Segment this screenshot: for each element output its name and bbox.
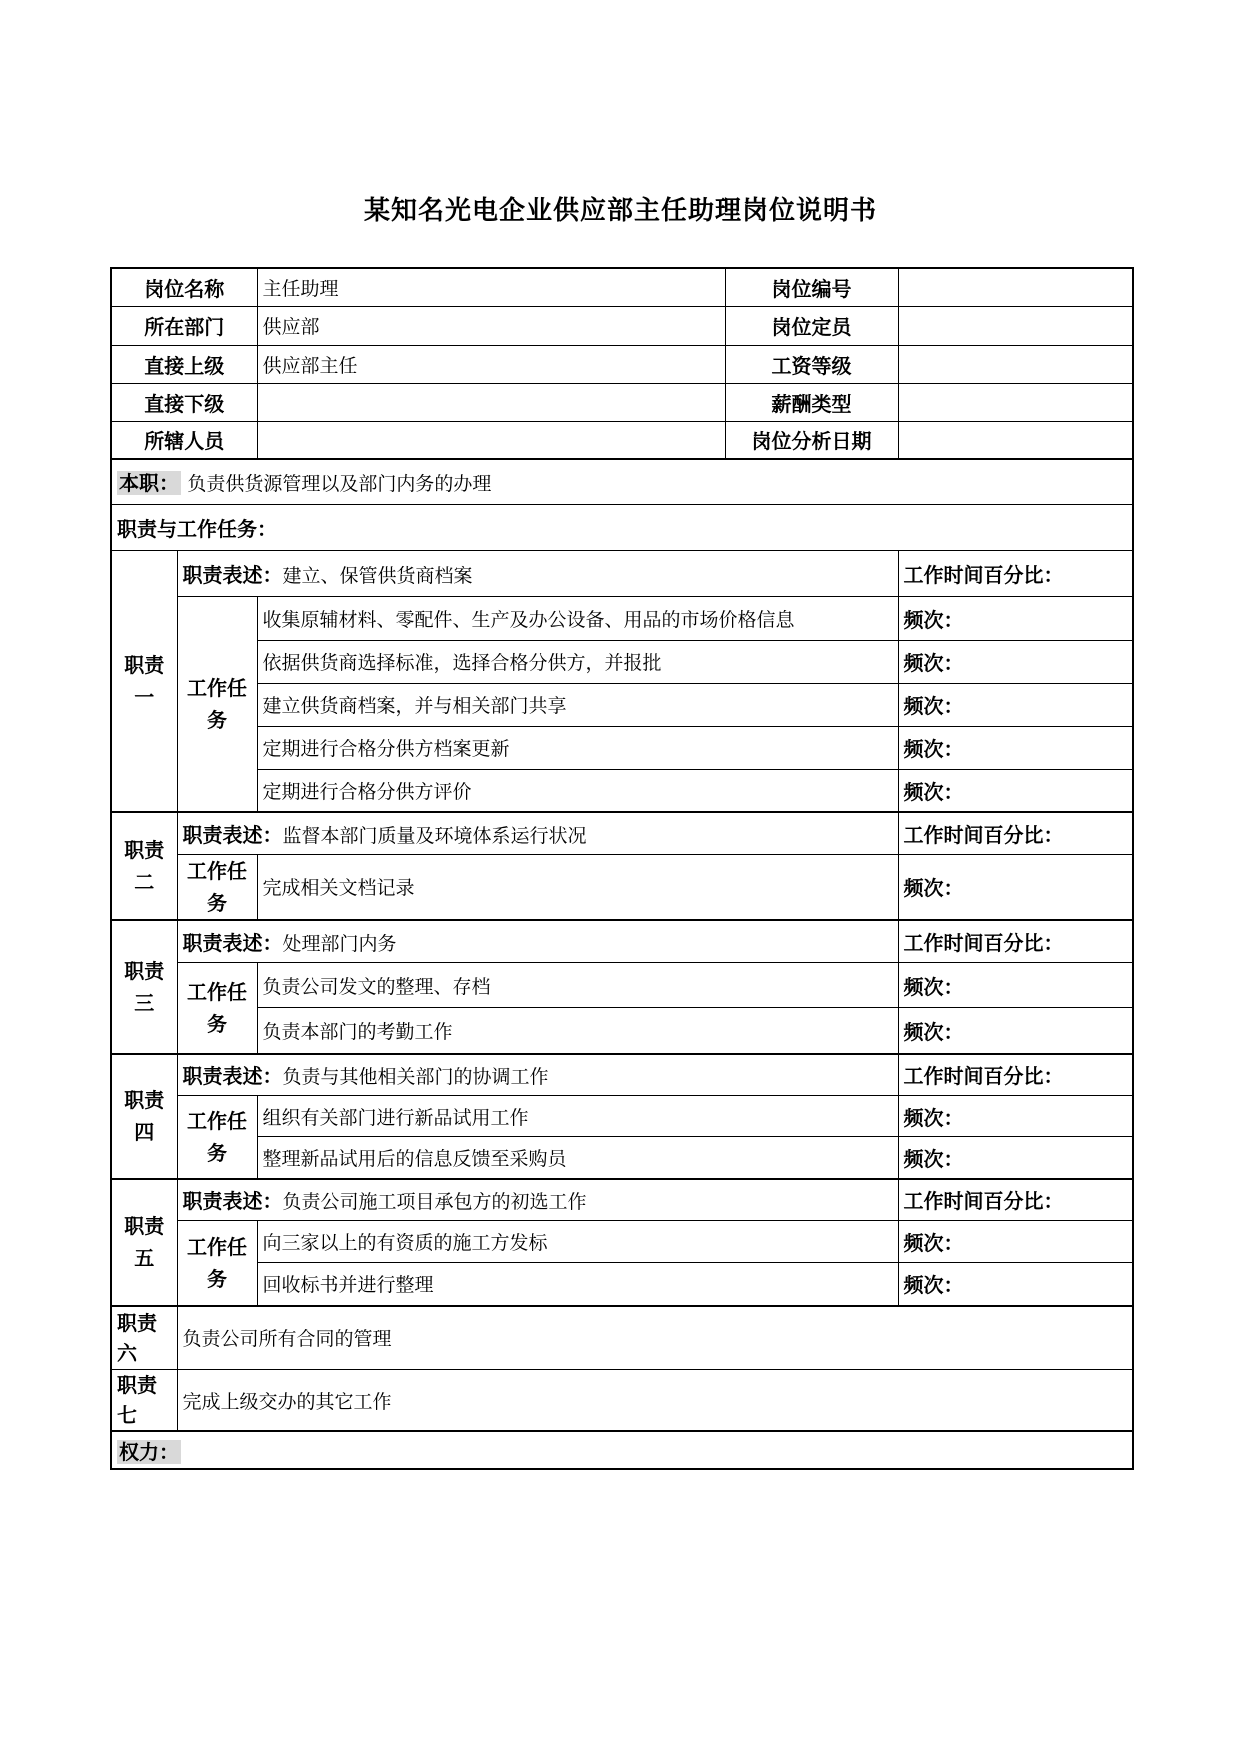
frequency-label: 频次： — [898, 1263, 1133, 1306]
task-row — [111, 683, 1133, 726]
duty-desc-cell — [177, 550, 898, 596]
duty-name: 职责三 — [111, 920, 177, 1054]
frequency-label: 频次： — [898, 1221, 1133, 1263]
core-duty-label: 本职： — [119, 471, 179, 496]
frequency-label: 频次： — [898, 726, 1133, 769]
task-label: 工作任务 — [177, 1221, 257, 1306]
basic-info-row — [111, 306, 1133, 345]
task-label: 工作任务 — [177, 1096, 257, 1179]
duty-desc-label: 职责表述： — [182, 1064, 283, 1089]
field-value — [898, 421, 1133, 459]
basic-info-row — [111, 421, 1133, 459]
field-label: 所在部门 — [111, 306, 257, 345]
duty-text: 负责公司所有合同的管理 — [177, 1306, 1133, 1370]
duty-name: 职责七 — [111, 1370, 177, 1432]
task-row — [111, 854, 1133, 920]
frequency-label: 频次： — [898, 1137, 1133, 1179]
duty-desc-cell — [177, 812, 898, 854]
field-label: 直接下级 — [111, 383, 257, 421]
field-label: 工资等级 — [725, 345, 898, 383]
frequency-label: 频次： — [898, 596, 1133, 640]
task-text: 建立供货商档案，并与相关部门共享 — [257, 683, 898, 726]
duty-desc-label: 职责表述： — [182, 562, 283, 587]
task-row — [111, 1221, 1133, 1263]
duty-desc-row — [111, 1179, 1133, 1221]
page-title: 某知名光电企业供应部主任助理岗位说明书 — [363, 196, 877, 226]
duty-desc-text: 处理部门内务 — [282, 932, 397, 955]
task-text: 回收标书并进行整理 — [257, 1263, 898, 1306]
frequency-label: 频次： — [898, 854, 1133, 920]
duty-desc-text: 负责与其他相关部门的协调工作 — [282, 1066, 549, 1089]
time-percent-label: 工作时间百分比： — [898, 1054, 1133, 1096]
frequency-label: 频次： — [898, 1008, 1133, 1054]
field-value — [898, 268, 1133, 306]
duty-desc-label: 职责表述： — [182, 930, 283, 955]
duty-name: 职责一 — [111, 550, 177, 812]
field-label: 薪酬类型 — [725, 383, 898, 421]
task-row — [111, 963, 1133, 1008]
field-label: 岗位名称 — [111, 268, 257, 306]
time-percent-label: 工作时间百分比： — [898, 1179, 1133, 1221]
task-text: 定期进行合格分供方档案更新 — [257, 726, 898, 769]
task-text: 依据供货商选择标准，选择合格分供方，并报批 — [257, 640, 898, 683]
task-row — [111, 596, 1133, 640]
task-text: 组织有关部门进行新品试用工作 — [257, 1096, 898, 1137]
field-value — [898, 383, 1133, 421]
field-label: 岗位定员 — [725, 306, 898, 345]
task-text: 向三家以上的有资质的施工方发标 — [257, 1221, 898, 1263]
job-description-form — [110, 267, 1134, 1470]
field-value: 供应部主任 — [257, 345, 725, 383]
frequency-label: 频次： — [898, 1096, 1133, 1137]
duty-desc-label: 职责表述： — [182, 1189, 283, 1214]
task-label: 工作任务 — [177, 854, 257, 920]
frequency-label: 频次： — [898, 683, 1133, 726]
duty-desc-cell — [177, 1179, 898, 1221]
time-percent-label: 工作时间百分比： — [898, 550, 1133, 596]
task-text: 整理新品试用后的信息反馈至采购员 — [257, 1137, 898, 1179]
duty-desc-row — [111, 920, 1133, 963]
duty-desc-text: 建立、保管供货商档案 — [282, 564, 473, 587]
field-label: 岗位分析日期 — [725, 421, 898, 459]
frequency-label: 频次： — [898, 963, 1133, 1008]
basic-info-row — [111, 268, 1133, 306]
core-duty-row — [111, 459, 1133, 504]
time-percent-label: 工作时间百分比： — [898, 920, 1133, 963]
duty-desc-row — [111, 550, 1133, 596]
task-row — [111, 1096, 1133, 1137]
duty-text: 完成上级交办的其它工作 — [177, 1370, 1133, 1432]
extra-duty-row — [111, 1306, 1133, 1370]
duty-desc-cell — [177, 920, 898, 963]
duty-name: 职责五 — [111, 1179, 177, 1306]
frequency-label: 频次： — [898, 640, 1133, 683]
duty-name: 职责六 — [111, 1306, 177, 1370]
duty-name: 职责二 — [111, 812, 177, 920]
extra-duty-row — [111, 1370, 1133, 1432]
core-duty-cell — [111, 459, 1133, 504]
task-text: 定期进行合格分供方评价 — [257, 769, 898, 812]
duties-header-row — [111, 504, 1133, 550]
task-text: 负责本部门的考勤工作 — [257, 1008, 898, 1054]
field-value: 供应部 — [257, 306, 725, 345]
frequency-label: 频次： — [898, 769, 1133, 812]
field-label: 直接上级 — [111, 345, 257, 383]
duties-header: 职责与工作任务： — [111, 504, 1133, 550]
task-label: 工作任务 — [177, 596, 257, 812]
task-row — [111, 769, 1133, 812]
field-label: 所辖人员 — [111, 421, 257, 459]
task-label: 工作任务 — [177, 963, 257, 1054]
core-duty-text: 负责供货源管理以及部门内务的办理 — [187, 473, 492, 496]
task-row — [111, 1263, 1133, 1306]
duty-desc-label: 职责表述： — [182, 822, 283, 847]
task-row — [111, 1008, 1133, 1054]
field-value — [257, 383, 725, 421]
task-text: 负责公司发文的整理、存档 — [257, 963, 898, 1008]
field-value — [898, 345, 1133, 383]
task-text: 完成相关文档记录 — [257, 854, 898, 920]
duty-desc-text: 监督本部门质量及环境体系运行状况 — [282, 824, 587, 847]
task-row — [111, 640, 1133, 683]
field-label: 岗位编号 — [725, 268, 898, 306]
field-value — [898, 306, 1133, 345]
task-row — [111, 726, 1133, 769]
duty-desc-cell — [177, 1054, 898, 1096]
basic-info-row — [111, 383, 1133, 421]
field-value: 主任助理 — [257, 268, 725, 306]
basic-info-row — [111, 345, 1133, 383]
duty-desc-row — [111, 812, 1133, 854]
duty-desc-text: 负责公司施工项目承包方的初选工作 — [282, 1191, 587, 1214]
time-percent-label: 工作时间百分比： — [898, 812, 1133, 854]
power-cell — [111, 1431, 1133, 1469]
field-value — [257, 421, 725, 459]
power-label: 权力： — [119, 1439, 179, 1464]
duty-desc-row — [111, 1054, 1133, 1096]
task-row — [111, 1137, 1133, 1179]
power-row — [111, 1431, 1133, 1469]
duty-name: 职责四 — [111, 1054, 177, 1179]
task-text: 收集原辅材料、零配件、生产及办公设备、用品的市场价格信息 — [257, 596, 898, 640]
